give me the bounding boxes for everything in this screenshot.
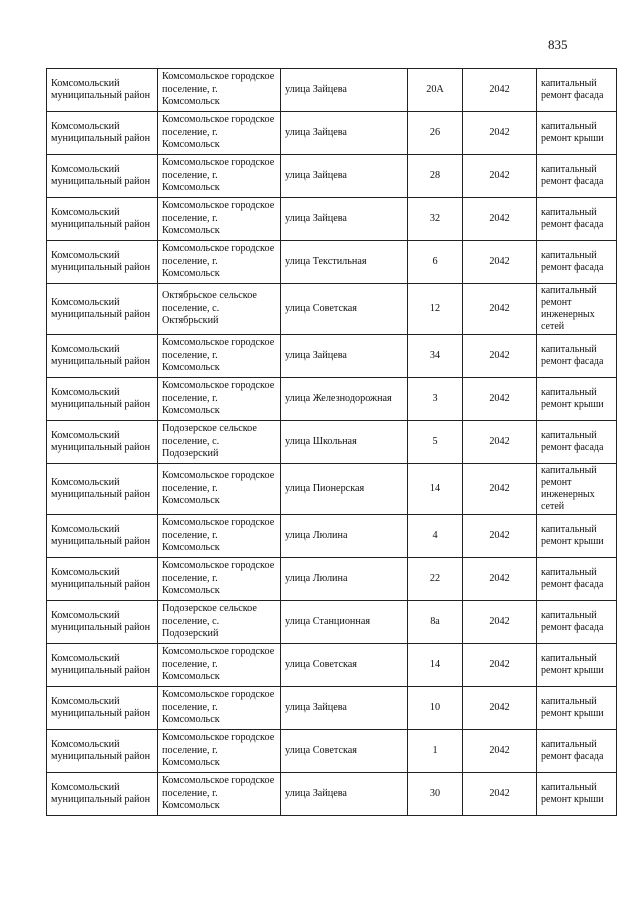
house-number-cell: 22 [408,558,463,601]
work-type-cell: капитальный ремонт крыши [537,773,617,816]
year-cell: 2042 [463,69,537,112]
work-type-cell: капитальный ремонт фасада [537,421,617,464]
settlement-cell: Комсомольское городское поселение, г. Комсомольск [158,464,281,515]
district-cell: Комсомольский муниципальный район [47,644,158,687]
year-cell: 2042 [463,155,537,198]
settlement-cell: Комсомольское городское поселение, г. Комсомольск [158,335,281,378]
year-cell: 2042 [463,284,537,335]
year-cell: 2042 [463,644,537,687]
house-number-cell: 3 [408,378,463,421]
district-cell: Комсомольский муниципальный район [47,155,158,198]
street-cell: улица Зайцева [281,69,408,112]
work-type-cell: капитальный ремонт фасада [537,155,617,198]
table-row [47,241,617,284]
house-number-cell: 8а [408,601,463,644]
settlement-cell: Комсомольское городское поселение, г. Комсомольск [158,155,281,198]
settlement-cell: Комсомольское городское поселение, г. Комсомольск [158,515,281,558]
table-row [47,558,617,601]
street-cell: улица Зайцева [281,112,408,155]
year-cell: 2042 [463,730,537,773]
table-row [47,515,617,558]
house-number-cell: 32 [408,198,463,241]
table-row [47,155,617,198]
district-cell: Комсомольский муниципальный район [47,112,158,155]
settlement-cell: Комсомольское городское поселение, г. Комсомольск [158,730,281,773]
work-type-cell: капитальный ремонт крыши [537,378,617,421]
work-type-cell: капитальный ремонт крыши [537,687,617,730]
street-cell: улица Пионерская [281,464,408,515]
work-type-cell: капитальный ремонт фасада [537,69,617,112]
table-row [47,464,617,515]
work-type-cell: капитальный ремонт фасада [537,601,617,644]
house-number-cell: 28 [408,155,463,198]
work-type-cell: капитальный ремонт фасада [537,198,617,241]
house-number-cell: 34 [408,335,463,378]
year-cell: 2042 [463,335,537,378]
table-row [47,773,617,816]
settlement-cell: Комсомольское городское поселение, г. Комсомольск [158,644,281,687]
street-cell: улица Зайцева [281,687,408,730]
work-type-cell: капитальный ремонт фасада [537,730,617,773]
street-cell: улица Люлина [281,515,408,558]
year-cell: 2042 [463,421,537,464]
work-type-cell: капитальный ремонт крыши [537,644,617,687]
year-cell: 2042 [463,687,537,730]
year-cell: 2042 [463,464,537,515]
house-number-cell: 14 [408,464,463,515]
street-cell: улица Советская [281,644,408,687]
house-number-cell: 10 [408,687,463,730]
house-number-cell: 5 [408,421,463,464]
district-cell: Комсомольский муниципальный район [47,378,158,421]
street-cell: улица Школьная [281,421,408,464]
table-row [47,601,617,644]
district-cell: Комсомольский муниципальный район [47,730,158,773]
work-type-cell: капитальный ремонт инженерных сетей [537,284,617,335]
house-number-cell: 30 [408,773,463,816]
district-cell: Комсомольский муниципальный район [47,241,158,284]
year-cell: 2042 [463,558,537,601]
table-row [47,730,617,773]
settlement-cell: Комсомольское городское поселение, г. Комсомольск [158,112,281,155]
year-cell: 2042 [463,112,537,155]
work-type-cell: капитальный ремонт инженерных сетей [537,464,617,515]
house-number-cell: 6 [408,241,463,284]
page-number: 835 [548,37,568,52]
settlement-cell: Комсомольское городское поселение, г. Комсомольск [158,773,281,816]
district-cell: Комсомольский муниципальный район [47,198,158,241]
work-type-cell: капитальный ремонт крыши [537,112,617,155]
house-number-cell: 12 [408,284,463,335]
district-cell: Комсомольский муниципальный район [47,69,158,112]
work-type-cell: капитальный ремонт крыши [537,515,617,558]
work-type-cell: капитальный ремонт фасада [537,241,617,284]
district-cell: Комсомольский муниципальный район [47,284,158,335]
street-cell: улица Текстильная [281,241,408,284]
table-row [47,69,617,112]
table-row [47,112,617,155]
table-row [47,335,617,378]
settlement-cell: Подозерское сельское поселение, с. Подозерский [158,421,281,464]
housing-repair-table [46,68,617,816]
district-cell: Комсомольский муниципальный район [47,335,158,378]
district-cell: Комсомольский муниципальный район [47,515,158,558]
year-cell: 2042 [463,378,537,421]
street-cell: улица Железнодорожная [281,378,408,421]
settlement-cell: Комсомольское городское поселение, г. Комсомольск [158,69,281,112]
street-cell: улица Зайцева [281,773,408,816]
year-cell: 2042 [463,515,537,558]
district-cell: Комсомольский муниципальный район [47,464,158,515]
street-cell: улица Зайцева [281,335,408,378]
district-cell: Комсомольский муниципальный район [47,558,158,601]
house-number-cell: 20А [408,69,463,112]
district-cell: Комсомольский муниципальный район [47,601,158,644]
street-cell: улица Станционная [281,601,408,644]
settlement-cell: Подозерское сельское поселение, с. Подозерский [158,601,281,644]
street-cell: улица Зайцева [281,198,408,241]
year-cell: 2042 [463,773,537,816]
settlement-cell: Комсомольское городское поселение, г. Комсомольск [158,378,281,421]
settlement-cell: Комсомольское городское поселение, г. Комсомольск [158,558,281,601]
table-row [47,378,617,421]
street-cell: улица Зайцева [281,155,408,198]
street-cell: улица Люлина [281,558,408,601]
settlement-cell: Комсомольское городское поселение, г. Комсомольск [158,198,281,241]
year-cell: 2042 [463,601,537,644]
settlement-cell: Комсомольское городское поселение, г. Комсомольск [158,687,281,730]
street-cell: улица Советская [281,730,408,773]
district-cell: Комсомольский муниципальный район [47,421,158,464]
year-cell: 2042 [463,241,537,284]
table-row [47,284,617,335]
street-cell: улица Советская [281,284,408,335]
work-type-cell: капитальный ремонт фасада [537,335,617,378]
house-number-cell: 14 [408,644,463,687]
year-cell: 2042 [463,198,537,241]
table-row [47,198,617,241]
table-row [47,421,617,464]
house-number-cell: 1 [408,730,463,773]
settlement-cell: Октябрьское сельское поселение, с. Октябрьский [158,284,281,335]
district-cell: Комсомольский муниципальный район [47,773,158,816]
district-cell: Комсомольский муниципальный район [47,687,158,730]
house-number-cell: 26 [408,112,463,155]
table-row [47,644,617,687]
house-number-cell: 4 [408,515,463,558]
table-row [47,687,617,730]
work-type-cell: капитальный ремонт фасада [537,558,617,601]
settlement-cell: Комсомольское городское поселение, г. Комсомольск [158,241,281,284]
